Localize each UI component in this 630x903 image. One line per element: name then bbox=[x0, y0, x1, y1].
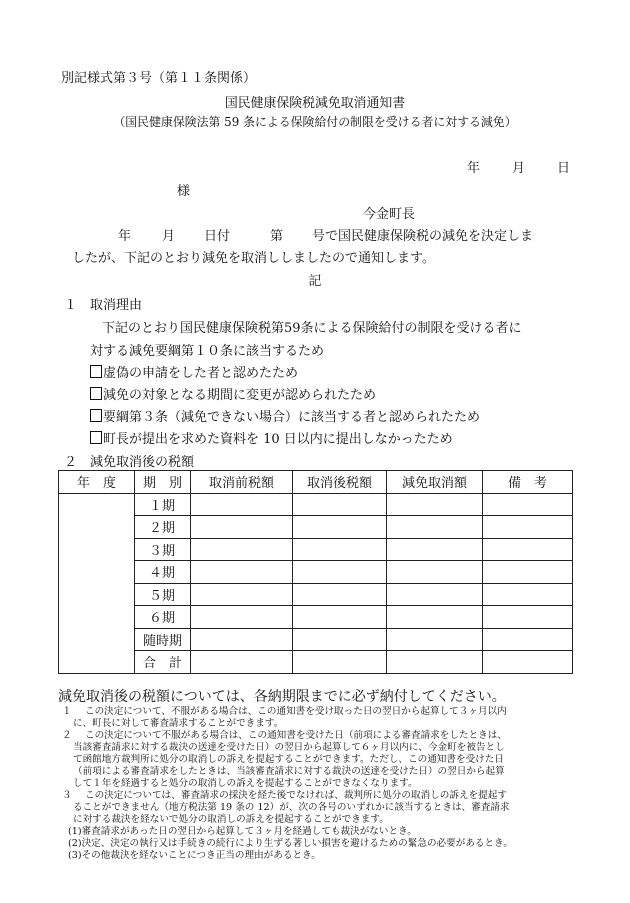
section1-text-line2: 対する減免要綱第１０条に該当するため bbox=[90, 344, 325, 359]
note2-line4: （前項による審査請求をしたときは、当該審査請求に対する裁決の送達を受けた日）の翌日から起算 bbox=[73, 766, 505, 777]
column-header-before-amount: 取消前税額 bbox=[191, 471, 293, 494]
period-cell: 随時期 bbox=[135, 628, 191, 651]
form-id: 別記様式第３号（第１１条関係） bbox=[61, 71, 257, 86]
before-amount-cell[interactable] bbox=[191, 538, 293, 561]
cancel-amount-cell[interactable] bbox=[387, 561, 483, 584]
after-amount-cell[interactable] bbox=[293, 561, 387, 584]
section2-heading: ２ 減免取消後の税額 bbox=[64, 455, 195, 470]
before-amount-cell[interactable] bbox=[191, 561, 293, 584]
table-row bbox=[59, 538, 573, 561]
period-cell: １期 bbox=[135, 493, 191, 516]
body-month-label: 月 bbox=[162, 229, 176, 244]
note3-item: (2)決定、決定の執行又は手続きの続行により生ずる著しい損害を避けるための緊急の必要があるとき。 bbox=[68, 838, 513, 849]
cancel-amount-cell[interactable] bbox=[387, 516, 483, 539]
note3-line3: に対する裁決を経ないで処分の取消しの訴えを提起することができます。 bbox=[73, 814, 389, 825]
check-item-period-changed bbox=[90, 384, 376, 403]
before-amount-total-cell[interactable] bbox=[191, 651, 293, 674]
cancel-amount-cell[interactable] bbox=[387, 538, 483, 561]
check-item-article3 bbox=[90, 406, 480, 425]
after-amount-cell[interactable] bbox=[293, 538, 387, 561]
remarks-cell[interactable] bbox=[483, 538, 573, 561]
payment-notice: 減免取消後の税額については、各納期限までに必ず納付してください。 bbox=[58, 689, 506, 705]
note2-line1: この決定について不服がある場合は、この通知書を受けた日（前項による審査請求をしたときは、 bbox=[85, 730, 507, 741]
remarks-cell[interactable] bbox=[483, 606, 573, 629]
note3-item: (1)審査請求があった日の翌日から起算して３ヶ月を経過しても裁決がないとき。 bbox=[68, 826, 417, 837]
check-item-label: 町長が提出を求めた資料を 10 日以内に提出しなかったため bbox=[103, 432, 453, 447]
body-number-prefix: 第 bbox=[270, 229, 284, 244]
document-subtitle: （国民健康保険法第 59 条による保険給付の制限を受ける者に対する減免） bbox=[113, 115, 517, 129]
note1-number: １ bbox=[62, 706, 72, 717]
remarks-cell[interactable] bbox=[483, 583, 573, 606]
check-item-label: 減免の対象となる期間に変更が認められたため bbox=[103, 388, 377, 403]
date-month-label: 月 bbox=[512, 161, 526, 176]
remarks-cell[interactable] bbox=[483, 516, 573, 539]
before-amount-cell[interactable] bbox=[191, 628, 293, 651]
checkbox-icon[interactable] bbox=[90, 365, 102, 378]
after-amount-cell[interactable] bbox=[293, 606, 387, 629]
table-total-row bbox=[59, 651, 573, 674]
note2-line2: 当該審査請求に対する裁決の送達を受けた日）の翌日から起算して６ヶ月以内に、今金町を被告とし bbox=[73, 742, 505, 753]
column-header-after-amount: 取消後税額 bbox=[293, 471, 387, 494]
period-cell: ４期 bbox=[135, 561, 191, 584]
period-cell: ６期 bbox=[135, 606, 191, 629]
body-line1-text: 号で国民健康保険税の減免を決定しま bbox=[312, 229, 534, 244]
table-row bbox=[59, 606, 573, 629]
note3-item: (3)その他裁決を経ないことにつき正当の理由があるとき。 bbox=[68, 850, 321, 861]
note2-line3: て函館地方裁判所に処分の取消しの訴えを提起することができます。ただし、この通知書を受けた日 bbox=[73, 754, 504, 765]
checkbox-icon[interactable] bbox=[90, 431, 102, 444]
table-row bbox=[59, 628, 573, 651]
period-cell: ３期 bbox=[135, 538, 191, 561]
table-header-row bbox=[59, 471, 573, 494]
check-item-documents-late bbox=[90, 428, 453, 447]
table-row bbox=[59, 561, 573, 584]
cancel-amount-cell[interactable] bbox=[387, 583, 483, 606]
note1-line1: この決定について、不服がある場合は、この通知書を受け取った日の翌日から起算して３ヶ月以内 bbox=[85, 706, 507, 717]
cancel-amount-cell[interactable] bbox=[387, 493, 483, 516]
table-row bbox=[59, 493, 573, 516]
remarks-cell[interactable] bbox=[483, 561, 573, 584]
remarks-total-cell[interactable] bbox=[483, 651, 573, 674]
column-header-remarks: 備 考 bbox=[483, 471, 573, 494]
note3-line1: この決定については、審査請求の採決を経た後でなければ、裁判所に処分の取消しの訴えを提起す bbox=[85, 790, 507, 801]
body-year-label: 年 bbox=[118, 229, 132, 244]
cancel-amount-total-cell[interactable] bbox=[387, 651, 483, 674]
fiscal-year-cell[interactable] bbox=[59, 493, 135, 673]
document-title: 国民健康保険税減免取消通知書 bbox=[224, 96, 406, 111]
check-item-label: 虚偽の申請をした者と認めたため bbox=[103, 366, 299, 381]
after-amount-total-cell[interactable] bbox=[293, 651, 387, 674]
body-day-label: 日付 bbox=[204, 229, 231, 244]
remarks-cell[interactable] bbox=[483, 628, 573, 651]
column-header-period: 期 別 bbox=[135, 471, 191, 494]
table-row bbox=[59, 516, 573, 539]
note3-line2: ることができません（地方税法第 19 条の 12）が、次の各号のいずれかに該当するときは、審査請求 bbox=[73, 802, 510, 813]
date-year-label: 年 bbox=[467, 161, 481, 176]
after-amount-cell[interactable] bbox=[293, 583, 387, 606]
note3-number: ３ bbox=[62, 790, 72, 801]
body-line2-text: したが、下記のとおり減免を取消ししましたので通知します。 bbox=[72, 251, 435, 266]
period-cell: ２期 bbox=[135, 516, 191, 539]
section1-heading: １ 取消理由 bbox=[64, 298, 143, 313]
before-amount-cell[interactable] bbox=[191, 516, 293, 539]
addressee-suffix: 様 bbox=[177, 184, 191, 199]
tax-table bbox=[58, 470, 573, 674]
column-header-fiscal-year: 年 度 bbox=[59, 471, 135, 494]
after-amount-cell[interactable] bbox=[293, 628, 387, 651]
check-item-label: 要綱第３条（減免できない場合）に該当する者と認められたため bbox=[103, 410, 481, 425]
column-header-cancel-amount: 減免取消額 bbox=[387, 471, 483, 494]
cancel-amount-cell[interactable] bbox=[387, 628, 483, 651]
period-cell: ５期 bbox=[135, 583, 191, 606]
before-amount-cell[interactable] bbox=[191, 606, 293, 629]
before-amount-cell[interactable] bbox=[191, 583, 293, 606]
note1-line2: に、町長に対して審査請求することができます。 bbox=[73, 718, 284, 729]
issuer: 今金町長 bbox=[363, 207, 416, 222]
note2-number: ２ bbox=[62, 730, 72, 741]
checkbox-icon[interactable] bbox=[90, 387, 102, 400]
cancel-amount-cell[interactable] bbox=[387, 606, 483, 629]
table-row bbox=[59, 583, 573, 606]
after-amount-cell[interactable] bbox=[293, 493, 387, 516]
checkbox-icon[interactable] bbox=[90, 409, 102, 422]
total-label-cell: 合 計 bbox=[135, 651, 191, 674]
section1-text-line1: 下記のとおり国民健康保険税第59条による保険給付の制限を受ける者に bbox=[102, 321, 522, 336]
check-item-false-application bbox=[90, 362, 298, 381]
after-amount-cell[interactable] bbox=[293, 516, 387, 539]
before-amount-cell[interactable] bbox=[191, 493, 293, 516]
date-day-label: 日 bbox=[557, 161, 571, 176]
remarks-cell[interactable] bbox=[483, 493, 573, 516]
ki-mark: 記 bbox=[308, 274, 322, 289]
note2-line5: して１年を経過すると処分の取消しの訴えを提起することができなくなります。 bbox=[73, 778, 418, 789]
